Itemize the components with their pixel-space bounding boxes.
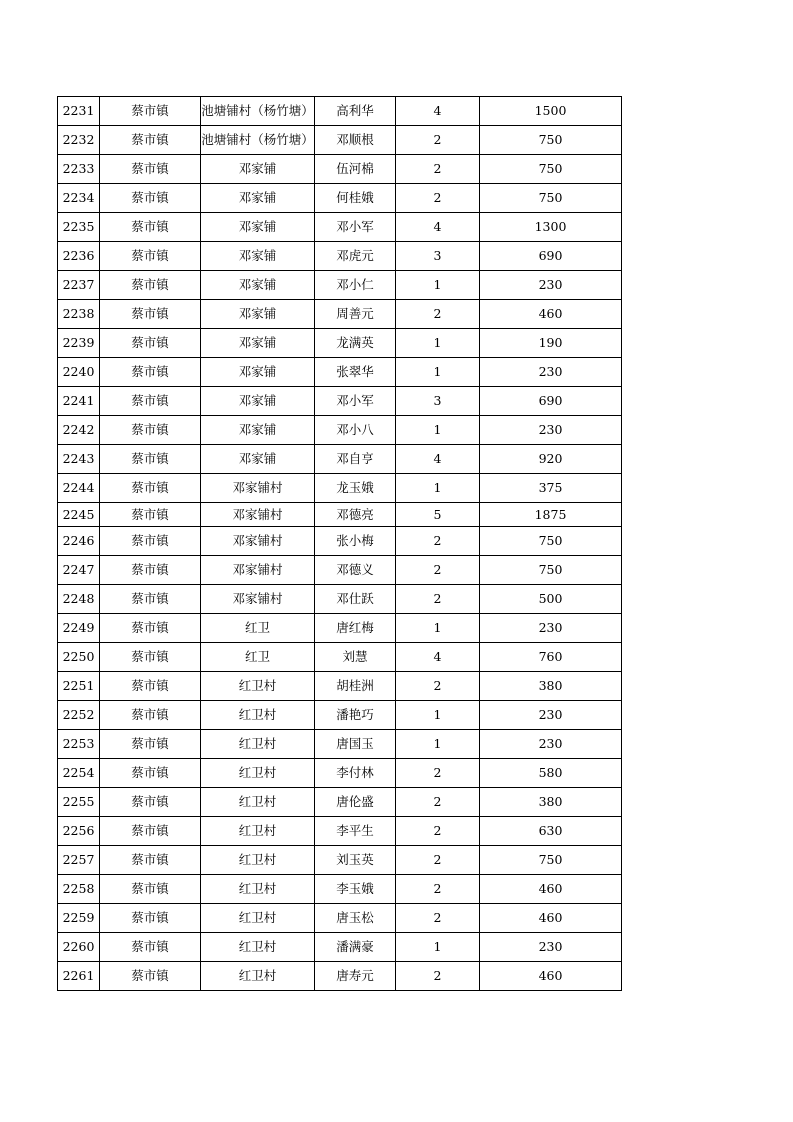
household-count-cell: 2 bbox=[396, 788, 480, 817]
name-cell: 邓虎元 bbox=[315, 242, 396, 271]
town-cell: 蔡市镇 bbox=[100, 416, 201, 445]
name-cell: 邓小军 bbox=[315, 213, 396, 242]
row-number-cell: 2238 bbox=[58, 300, 100, 329]
village-cell: 池塘铺村（杨竹塘） bbox=[201, 126, 315, 155]
village-cell: 红卫村 bbox=[201, 759, 315, 788]
name-cell: 李平生 bbox=[315, 817, 396, 846]
village-cell: 邓家铺 bbox=[201, 387, 315, 416]
row-number-cell: 2235 bbox=[58, 213, 100, 242]
name-cell: 张翠华 bbox=[315, 358, 396, 387]
town-cell: 蔡市镇 bbox=[100, 445, 201, 474]
village-cell: 池塘铺村（杨竹塘） bbox=[201, 97, 315, 126]
town-cell: 蔡市镇 bbox=[100, 759, 201, 788]
town-cell: 蔡市镇 bbox=[100, 846, 201, 875]
amount-cell: 230 bbox=[480, 271, 622, 300]
town-cell: 蔡市镇 bbox=[100, 672, 201, 701]
village-cell: 红卫村 bbox=[201, 672, 315, 701]
town-cell: 蔡市镇 bbox=[100, 701, 201, 730]
village-cell: 邓家铺 bbox=[201, 271, 315, 300]
name-cell: 潘艳巧 bbox=[315, 701, 396, 730]
table-row bbox=[58, 933, 622, 962]
household-count-cell: 4 bbox=[396, 643, 480, 672]
amount-cell: 750 bbox=[480, 556, 622, 585]
town-cell: 蔡市镇 bbox=[100, 933, 201, 962]
household-count-cell: 2 bbox=[396, 759, 480, 788]
amount-cell: 750 bbox=[480, 184, 622, 213]
amount-cell: 230 bbox=[480, 358, 622, 387]
town-cell: 蔡市镇 bbox=[100, 962, 201, 991]
town-cell: 蔡市镇 bbox=[100, 614, 201, 643]
amount-cell: 460 bbox=[480, 904, 622, 933]
table-row bbox=[58, 875, 622, 904]
town-cell: 蔡市镇 bbox=[100, 184, 201, 213]
town-cell: 蔡市镇 bbox=[100, 904, 201, 933]
household-count-cell: 5 bbox=[396, 503, 480, 527]
town-cell: 蔡市镇 bbox=[100, 730, 201, 759]
name-cell: 高利华 bbox=[315, 97, 396, 126]
household-count-cell: 1 bbox=[396, 358, 480, 387]
household-count-cell: 1 bbox=[396, 271, 480, 300]
town-cell: 蔡市镇 bbox=[100, 527, 201, 556]
village-cell: 红卫村 bbox=[201, 701, 315, 730]
amount-cell: 750 bbox=[480, 527, 622, 556]
household-count-cell: 2 bbox=[396, 126, 480, 155]
name-cell: 唐伦盛 bbox=[315, 788, 396, 817]
village-cell: 红卫村 bbox=[201, 904, 315, 933]
village-cell: 邓家铺 bbox=[201, 155, 315, 184]
village-cell: 红卫村 bbox=[201, 962, 315, 991]
town-cell: 蔡市镇 bbox=[100, 643, 201, 672]
table-row bbox=[58, 242, 622, 271]
table-row bbox=[58, 271, 622, 300]
name-cell: 李玉娥 bbox=[315, 875, 396, 904]
row-number-cell: 2255 bbox=[58, 788, 100, 817]
town-cell: 蔡市镇 bbox=[100, 358, 201, 387]
row-number-cell: 2239 bbox=[58, 329, 100, 358]
town-cell: 蔡市镇 bbox=[100, 213, 201, 242]
name-cell: 刘玉英 bbox=[315, 846, 396, 875]
row-number-cell: 2233 bbox=[58, 155, 100, 184]
amount-cell: 380 bbox=[480, 788, 622, 817]
amount-cell: 920 bbox=[480, 445, 622, 474]
table-row bbox=[58, 904, 622, 933]
amount-cell: 1500 bbox=[480, 97, 622, 126]
village-cell: 邓家铺村 bbox=[201, 585, 315, 614]
table-row bbox=[58, 474, 622, 503]
town-cell: 蔡市镇 bbox=[100, 155, 201, 184]
amount-cell: 460 bbox=[480, 875, 622, 904]
table-row bbox=[58, 556, 622, 585]
amount-cell: 380 bbox=[480, 672, 622, 701]
amount-cell: 690 bbox=[480, 242, 622, 271]
table-row bbox=[58, 213, 622, 242]
row-number-cell: 2253 bbox=[58, 730, 100, 759]
village-cell: 邓家铺 bbox=[201, 184, 315, 213]
table-row bbox=[58, 445, 622, 474]
village-cell: 邓家铺村 bbox=[201, 527, 315, 556]
table-row bbox=[58, 387, 622, 416]
row-number-cell: 2237 bbox=[58, 271, 100, 300]
amount-cell: 580 bbox=[480, 759, 622, 788]
name-cell: 龙满英 bbox=[315, 329, 396, 358]
town-cell: 蔡市镇 bbox=[100, 817, 201, 846]
name-cell: 邓德亮 bbox=[315, 503, 396, 527]
village-cell: 红卫村 bbox=[201, 933, 315, 962]
town-cell: 蔡市镇 bbox=[100, 126, 201, 155]
name-cell: 唐寿元 bbox=[315, 962, 396, 991]
village-cell: 邓家铺村 bbox=[201, 556, 315, 585]
town-cell: 蔡市镇 bbox=[100, 97, 201, 126]
table-row bbox=[58, 97, 622, 126]
amount-cell: 1875 bbox=[480, 503, 622, 527]
row-number-cell: 2234 bbox=[58, 184, 100, 213]
name-cell: 邓小军 bbox=[315, 387, 396, 416]
name-cell: 伍河棉 bbox=[315, 155, 396, 184]
name-cell: 邓自亨 bbox=[315, 445, 396, 474]
household-count-cell: 4 bbox=[396, 445, 480, 474]
village-cell: 红卫村 bbox=[201, 817, 315, 846]
row-number-cell: 2257 bbox=[58, 846, 100, 875]
row-number-cell: 2259 bbox=[58, 904, 100, 933]
row-number-cell: 2254 bbox=[58, 759, 100, 788]
town-cell: 蔡市镇 bbox=[100, 556, 201, 585]
data-table bbox=[57, 96, 622, 991]
amount-cell: 750 bbox=[480, 126, 622, 155]
row-number-cell: 2249 bbox=[58, 614, 100, 643]
name-cell: 刘慧 bbox=[315, 643, 396, 672]
village-cell: 红卫村 bbox=[201, 846, 315, 875]
amount-cell: 460 bbox=[480, 962, 622, 991]
household-count-cell: 1 bbox=[396, 730, 480, 759]
household-count-cell: 2 bbox=[396, 904, 480, 933]
table-row bbox=[58, 730, 622, 759]
table-row bbox=[58, 585, 622, 614]
amount-cell: 750 bbox=[480, 155, 622, 184]
town-cell: 蔡市镇 bbox=[100, 585, 201, 614]
household-count-cell: 2 bbox=[396, 672, 480, 701]
row-number-cell: 2261 bbox=[58, 962, 100, 991]
village-cell: 邓家铺 bbox=[201, 445, 315, 474]
name-cell: 邓小八 bbox=[315, 416, 396, 445]
household-count-cell: 1 bbox=[396, 933, 480, 962]
amount-cell: 750 bbox=[480, 846, 622, 875]
table-row bbox=[58, 184, 622, 213]
amount-cell: 230 bbox=[480, 933, 622, 962]
name-cell: 李付林 bbox=[315, 759, 396, 788]
village-cell: 邓家铺 bbox=[201, 300, 315, 329]
row-number-cell: 2247 bbox=[58, 556, 100, 585]
village-cell: 邓家铺 bbox=[201, 358, 315, 387]
row-number-cell: 2246 bbox=[58, 527, 100, 556]
household-count-cell: 2 bbox=[396, 817, 480, 846]
table-row bbox=[58, 614, 622, 643]
row-number-cell: 2236 bbox=[58, 242, 100, 271]
household-count-cell: 1 bbox=[396, 329, 480, 358]
name-cell: 邓顺根 bbox=[315, 126, 396, 155]
household-count-cell: 2 bbox=[396, 585, 480, 614]
amount-cell: 500 bbox=[480, 585, 622, 614]
household-count-cell: 2 bbox=[396, 846, 480, 875]
name-cell: 周善元 bbox=[315, 300, 396, 329]
row-number-cell: 2231 bbox=[58, 97, 100, 126]
row-number-cell: 2251 bbox=[58, 672, 100, 701]
table-row bbox=[58, 788, 622, 817]
village-cell: 红卫村 bbox=[201, 875, 315, 904]
household-count-cell: 2 bbox=[396, 155, 480, 184]
row-number-cell: 2244 bbox=[58, 474, 100, 503]
row-number-cell: 2242 bbox=[58, 416, 100, 445]
amount-cell: 230 bbox=[480, 730, 622, 759]
table-row bbox=[58, 672, 622, 701]
household-count-cell: 1 bbox=[396, 614, 480, 643]
amount-cell: 1300 bbox=[480, 213, 622, 242]
town-cell: 蔡市镇 bbox=[100, 242, 201, 271]
table-row bbox=[58, 126, 622, 155]
name-cell: 潘满豪 bbox=[315, 933, 396, 962]
row-number-cell: 2256 bbox=[58, 817, 100, 846]
row-number-cell: 2252 bbox=[58, 701, 100, 730]
town-cell: 蔡市镇 bbox=[100, 875, 201, 904]
name-cell: 张小梅 bbox=[315, 527, 396, 556]
name-cell: 唐红梅 bbox=[315, 614, 396, 643]
row-number-cell: 2258 bbox=[58, 875, 100, 904]
amount-cell: 630 bbox=[480, 817, 622, 846]
table-row bbox=[58, 846, 622, 875]
table-row bbox=[58, 155, 622, 184]
household-count-cell: 4 bbox=[396, 97, 480, 126]
table-row bbox=[58, 643, 622, 672]
town-cell: 蔡市镇 bbox=[100, 788, 201, 817]
village-cell: 邓家铺村 bbox=[201, 503, 315, 527]
row-number-cell: 2248 bbox=[58, 585, 100, 614]
name-cell: 邓小仁 bbox=[315, 271, 396, 300]
row-number-cell: 2243 bbox=[58, 445, 100, 474]
town-cell: 蔡市镇 bbox=[100, 503, 201, 527]
table-row bbox=[58, 817, 622, 846]
town-cell: 蔡市镇 bbox=[100, 329, 201, 358]
village-cell: 红卫 bbox=[201, 643, 315, 672]
household-count-cell: 1 bbox=[396, 474, 480, 503]
household-count-cell: 1 bbox=[396, 701, 480, 730]
amount-cell: 190 bbox=[480, 329, 622, 358]
row-number-cell: 2260 bbox=[58, 933, 100, 962]
table-row bbox=[58, 300, 622, 329]
amount-cell: 760 bbox=[480, 643, 622, 672]
household-count-cell: 3 bbox=[396, 387, 480, 416]
village-cell: 邓家铺 bbox=[201, 329, 315, 358]
village-cell: 邓家铺 bbox=[201, 416, 315, 445]
household-count-cell: 2 bbox=[396, 875, 480, 904]
row-number-cell: 2232 bbox=[58, 126, 100, 155]
table-row bbox=[58, 358, 622, 387]
amount-cell: 460 bbox=[480, 300, 622, 329]
village-cell: 邓家铺 bbox=[201, 213, 315, 242]
amount-cell: 230 bbox=[480, 416, 622, 445]
row-number-cell: 2245 bbox=[58, 503, 100, 527]
name-cell: 唐玉松 bbox=[315, 904, 396, 933]
household-count-cell: 2 bbox=[396, 184, 480, 213]
name-cell: 邓德义 bbox=[315, 556, 396, 585]
name-cell: 何桂娥 bbox=[315, 184, 396, 213]
village-cell: 红卫村 bbox=[201, 730, 315, 759]
town-cell: 蔡市镇 bbox=[100, 474, 201, 503]
household-count-cell: 3 bbox=[396, 242, 480, 271]
row-number-cell: 2250 bbox=[58, 643, 100, 672]
amount-cell: 230 bbox=[480, 701, 622, 730]
table-row bbox=[58, 759, 622, 788]
town-cell: 蔡市镇 bbox=[100, 271, 201, 300]
table-row bbox=[58, 503, 622, 527]
household-count-cell: 4 bbox=[396, 213, 480, 242]
table-row bbox=[58, 416, 622, 445]
name-cell: 唐国玉 bbox=[315, 730, 396, 759]
village-cell: 红卫 bbox=[201, 614, 315, 643]
village-cell: 红卫村 bbox=[201, 788, 315, 817]
town-cell: 蔡市镇 bbox=[100, 387, 201, 416]
name-cell: 龙玉娥 bbox=[315, 474, 396, 503]
table-row bbox=[58, 329, 622, 358]
table-body bbox=[58, 97, 622, 991]
table-row bbox=[58, 701, 622, 730]
household-count-cell: 2 bbox=[396, 556, 480, 585]
amount-cell: 690 bbox=[480, 387, 622, 416]
village-cell: 邓家铺 bbox=[201, 242, 315, 271]
town-cell: 蔡市镇 bbox=[100, 300, 201, 329]
household-count-cell: 1 bbox=[396, 416, 480, 445]
amount-cell: 375 bbox=[480, 474, 622, 503]
village-cell: 邓家铺村 bbox=[201, 474, 315, 503]
row-number-cell: 2240 bbox=[58, 358, 100, 387]
household-count-cell: 2 bbox=[396, 962, 480, 991]
amount-cell: 230 bbox=[480, 614, 622, 643]
name-cell: 邓仕跃 bbox=[315, 585, 396, 614]
row-number-cell: 2241 bbox=[58, 387, 100, 416]
household-count-cell: 2 bbox=[396, 300, 480, 329]
table-row bbox=[58, 962, 622, 991]
household-count-cell: 2 bbox=[396, 527, 480, 556]
table-row bbox=[58, 527, 622, 556]
name-cell: 胡桂洲 bbox=[315, 672, 396, 701]
